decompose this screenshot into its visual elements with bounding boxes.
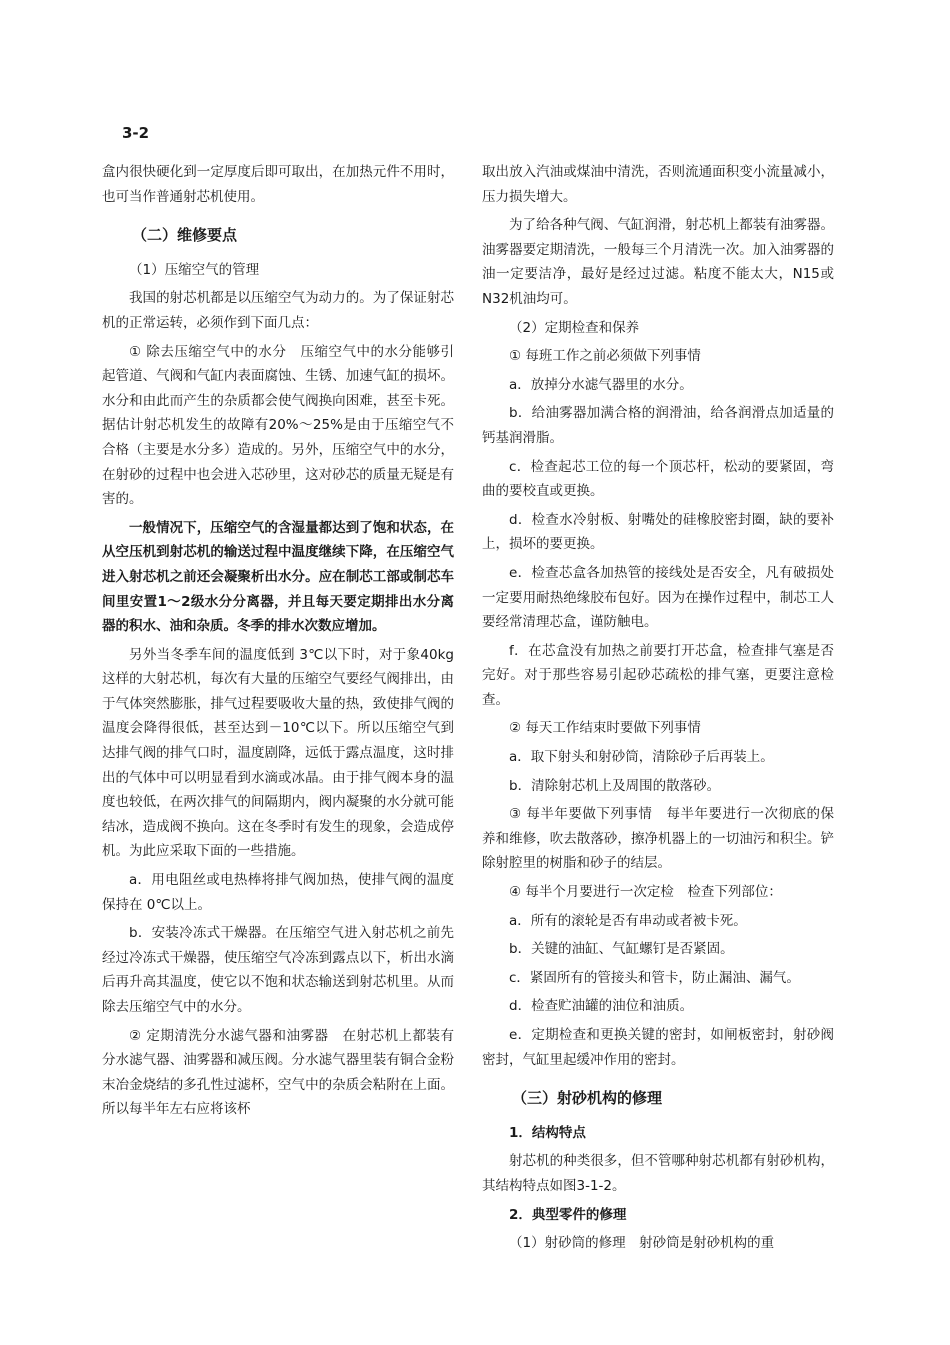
left-column bbox=[102, 160, 454, 1126]
right-para-13: ③ 每半年要做下列事情 每半年要进行一次彻底的保养和维修，吹去散落砂，擦净机器上的一切油污和积尘。铲除射腔里的树脂和砂子的结层。 bbox=[482, 806, 834, 872]
left-para-9: ② 定期清洗分水滤气器和油雾器 在射芯机上都装有分水滤气器、油雾器和减压阀。分水滤气器里装有铜合金粉末冶金烧结的多孔性过滤杯，空气中的杂质会粘附在上面。所以每半年左右应将该杯 bbox=[102, 1027, 454, 1118]
left-para-8: b．安装冷冻式干燥器。在压缩空气进入射芯机之前先经过冷冻式干燥器，使压缩空气冷冻到露点以下，析出水滴后再升高其温度，使它以不饱和状态输送到射芯机里。从而除去压缩空气中的水分。 bbox=[102, 925, 454, 1015]
right-para-19: e．定期检查和更换关键的密封，如闸板密封，射砂阀密封，气缸里起缓冲作用的密封。 bbox=[482, 1027, 834, 1068]
left-para-3: 我国的射芯机都是以压缩空气为动力的。为了保证射芯机的正常运转，必须作到下面几点： bbox=[102, 290, 454, 331]
right-para-18: d．检查贮油罐的油位和油质。 bbox=[509, 998, 694, 1015]
right-para-10: ② 每天工作结束时要做下列事情 bbox=[509, 720, 701, 737]
left-para-0: 盒内很快硬化到一定厚度后即可取出，在加热元件不用时，也可当作普通射芯机使用。 bbox=[102, 164, 454, 205]
left-para-7: a．用电阻丝或电热棒将排气阀加热，使排气阀的温度保持在 0℃以上。 bbox=[102, 872, 454, 913]
right-para-6: c．检查起芯工位的每一个顶芯杆，松动的要紧固，弯曲的要校直或更换。 bbox=[482, 458, 834, 500]
subheading-periodic-check: （2）定期检查和保养 bbox=[509, 319, 640, 336]
section-heading-sand-shooting: （三）射砂机构的修理 bbox=[512, 1089, 663, 1108]
right-para-15: a．所有的滚轮是否有串动或者被卡死。 bbox=[509, 912, 747, 929]
left-para-6: 另外当冬季车间的温度低到 3℃以下时，对于象40kg这样的大射芯机，每次有大量的压缩空气要经气阀排出，由于气体突然膨胀，排气过程要吸收大量的热，致使排气阀的温度会降得很低，甚至达到－10℃以下。所以压缩空气到达排气阀的排气口时，温度剧降，远低于露点温度，这时排出的气体中可以明显看到水滴或冰晶。由于排气阀本身的温度也较低，在两次排气的间隔期内，阀内凝聚的水分就可能结冰，造成阀不换向。这在冬季时有发生的现象，会造成停机。为此应采取下面的一些措施。 bbox=[102, 646, 454, 860]
right-column bbox=[482, 160, 834, 1260]
right-para-12: b．清除射芯机上及周围的散落砂。 bbox=[509, 777, 721, 794]
right-para-17: c．紧固所有的管接头和管卡，防止漏油、漏气。 bbox=[509, 969, 800, 986]
right-para-1: 为了给各种气阀、气缸润滑，射芯机上都装有油雾器。油雾器要定期清洗，一般每三个月清洗一次。加入油雾器的油一定要洁净，最好是经过过滤。粘度不能太大，N15或N32机油均可。 bbox=[482, 217, 834, 307]
left-para-5: 一般情况下，压缩空气的含湿量都达到了饱和状态，在从空压机到射芯机的输送过程中温度继续下降，在压缩空气进入射芯机之前还会凝聚析出水分。应在制芯工部或制芯车间里安置1～2级水分分离器，并且每天要定期排出水分离器的积水、油和杂质。冬季的排水次数应增加。 bbox=[102, 519, 454, 635]
subheading-compressed-air: （1）压缩空气的管理 bbox=[129, 261, 260, 278]
right-para-8: e．检查芯盒各加热管的接线处是否安全，凡有破损处一定要用耐热绝缘胶布包好。因为在操作过程中，制芯工人要经常清理芯盒，谨防触电。 bbox=[482, 564, 834, 631]
right-para-5: b．给油雾器加满合格的润滑油，给各润滑点加适量的钙基润滑脂。 bbox=[482, 405, 834, 446]
left-para-4: ① 除去压缩空气中的水分 压缩空气中的水分能够引起管道、气阀和气缸内表面腐蚀、生锈、加速气缸的损坏。水分和由此而产生的杂质都会使气阀换向困难，甚至卡死。据估计射芯机发生的故障有20%～25%是由于压缩空气不合格（主要是水分多）造成的。另外，压缩空气中的水分，在射砂的过程中也会进入芯砂里，这对砂芯的质量无疑是有害的。 bbox=[102, 343, 454, 508]
right-para-7: d．检查水冷射板、射嘴处的硅橡胶密封圈，缺的要补上，损坏的要更换。 bbox=[482, 511, 834, 553]
right-para-3: ① 每班工作之前必须做下列事情 bbox=[509, 348, 701, 365]
right-para-22: 射芯机的种类很多，但不管哪种射芯机都有射砂机构，其结构特点如图3-1-2。 bbox=[482, 1153, 834, 1194]
right-para-14: ④ 每半个月要进行一次定检 检查下列部位： bbox=[509, 884, 782, 901]
subheading-structure: 1．结构特点 bbox=[509, 1124, 586, 1141]
right-para-4: a．放掉分水滤气器里的水分。 bbox=[509, 376, 693, 393]
page-number: 3-2 bbox=[122, 124, 150, 142]
right-para-24: （1）射砂筒的修理 射砂筒是射砂机构的重 bbox=[509, 1235, 775, 1252]
right-para-9: f．在芯盒没有加热之前要打开芯盒，检查排气塞是否完好。对于那些容易引起砂芯疏松的排气塞，更要注意检查。 bbox=[482, 642, 834, 708]
right-para-16: b．关键的油缸、气缸螺钉是否紧固。 bbox=[509, 941, 734, 958]
subheading-typical-parts: 2．典型零件的修理 bbox=[509, 1206, 627, 1223]
right-para-0: 取出放入汽油或煤油中清洗，否则流通面积变小流量减小，压力损失增大。 bbox=[482, 164, 834, 205]
section-heading-maintenance: （二）维修要点 bbox=[132, 226, 238, 245]
right-para-11: a．取下射头和射砂筒，清除砂子后再装上。 bbox=[509, 749, 774, 766]
